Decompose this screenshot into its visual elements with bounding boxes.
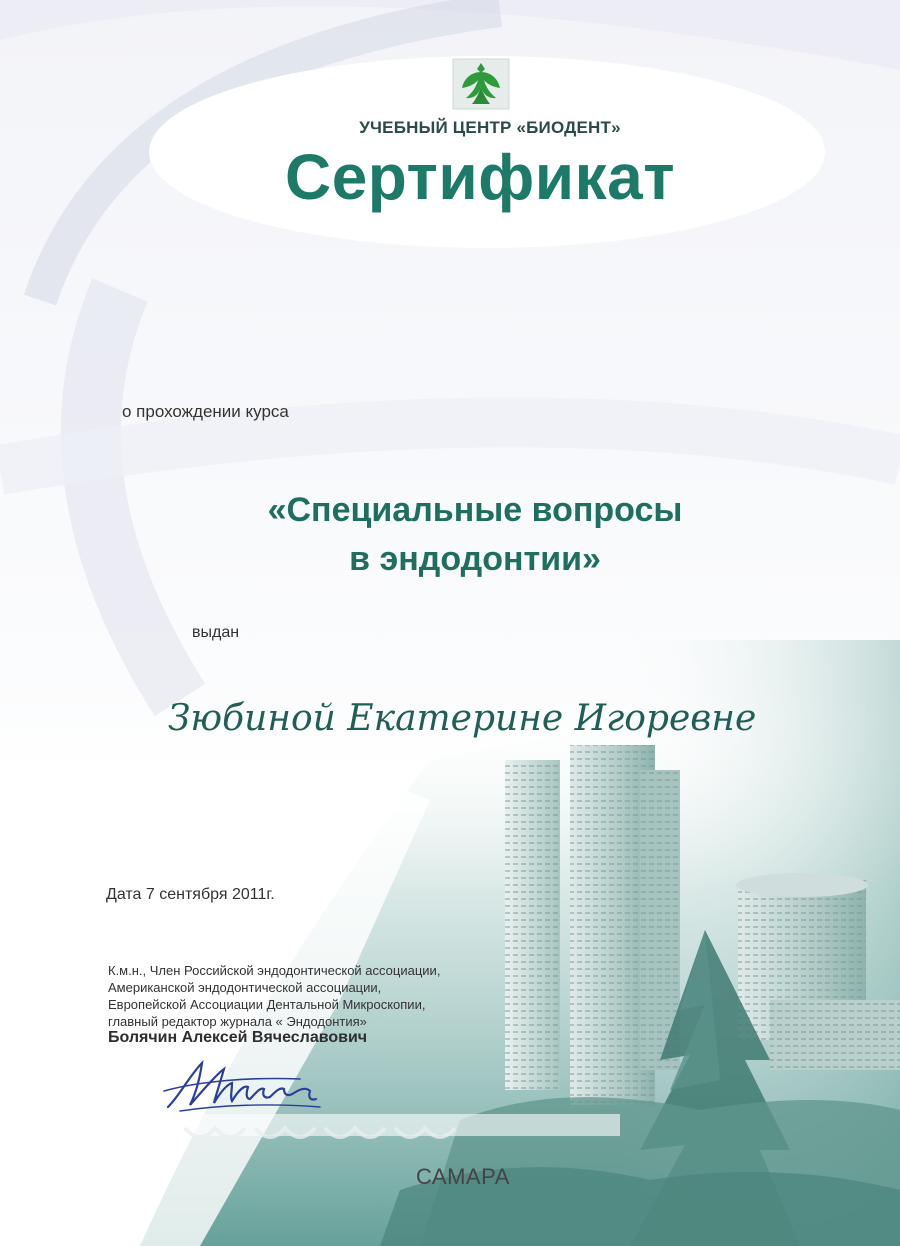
certificate-title: Сертификат [284, 141, 676, 213]
course-title-line-2: в эндодонтии» [349, 540, 601, 579]
training-center-name: УЧЕБНЫЙ ЦЕНТР «БИОДЕНТ» [359, 118, 621, 137]
issued-label: выдан [192, 624, 240, 641]
city-name: САМАРА [416, 1164, 510, 1189]
course-title-line-1: «Специальные вопросы [267, 491, 683, 529]
course-intro-text: о прохождении курса [122, 402, 289, 421]
recipient-name: Зюбиной Екатерине Игоревне [168, 698, 757, 739]
credential-line: Американской эндодонтической ассоциации, [108, 980, 382, 996]
signer-name: Болячин Алексей Вячеславович [108, 1029, 368, 1046]
signer-credentials [108, 962, 548, 1031]
signature-icon [160, 1055, 340, 1115]
credential-line: К.м.н., Член Российской эндодонтической ассоциации, [108, 963, 441, 978]
credential-line: Европейской Ассоциации Дентальной Микроскопии, [108, 997, 426, 1013]
course-title [130, 486, 820, 585]
credential-line: главный редактор журнала « Эндодонтия» [108, 1014, 367, 1030]
issue-date: Дата 7 сентября 2011г. [106, 886, 275, 903]
biodent-logo-icon [452, 58, 510, 110]
